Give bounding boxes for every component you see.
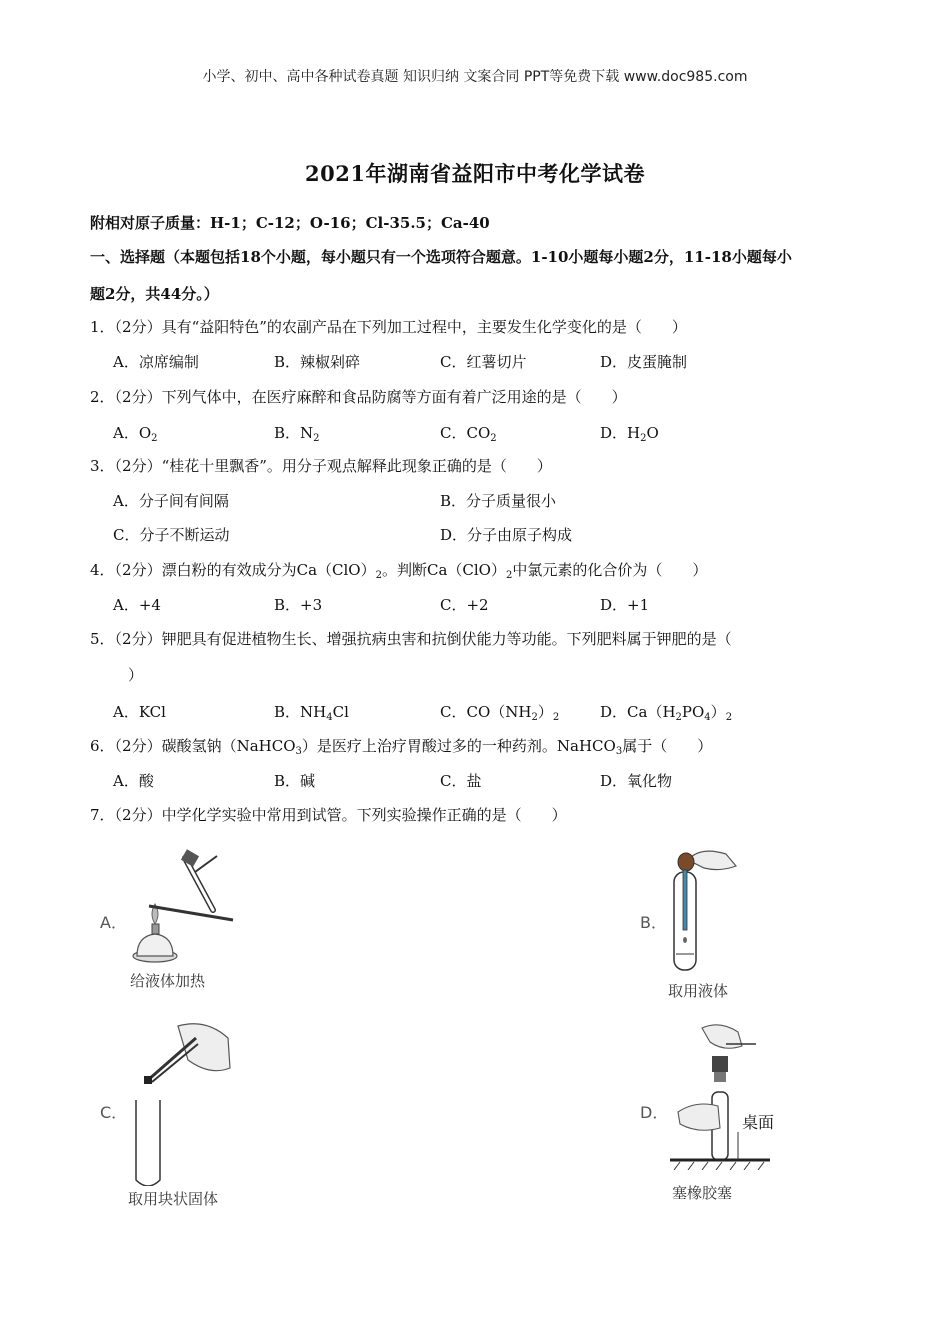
fig-a-caption: 给液体加热: [130, 972, 206, 990]
q1-option-d: D．皮蛋腌制: [600, 353, 688, 371]
fig-c-caption: 取用块状固体: [128, 1190, 219, 1208]
fig-c-tweezers-solid: [126, 1016, 236, 1186]
q5-option-c: C．$CO(NH_2)_2$: [440, 703, 560, 723]
fig-a-letter: A．: [100, 913, 127, 932]
q3-stem: 3．（2分）“桂花十里飘香”。用分子观点解释此现象正确的是（ ）: [90, 457, 552, 475]
q2-stem: 2．（2分）下列气体中，在医疗麻醉和食品防腐等方面有着广泛用途的是（ ）: [90, 388, 627, 406]
fig-b-caption: 取用液体: [668, 982, 729, 1000]
q2-option-d: D．$H_2O$: [600, 424, 659, 444]
q6-option-c: C．盐: [440, 772, 482, 790]
q5-stem: 5．（2分）钾肥具有促进植物生长、增强抗病虫害和抗倒伏能力等功能。下列肥料属于钾肥的是（: [90, 630, 732, 648]
section-heading-line1: 一、选择题（本题包括18个小题，每小题只有一个选项符合题意。1-10小题每小题2分，11-18小题每小: [90, 248, 792, 266]
fig-d-letter: D．: [640, 1103, 669, 1122]
q6-option-a: A．酸: [113, 772, 154, 790]
q1-option-b: B．辣椒剁碎: [274, 353, 361, 371]
q3-option-a: A．分子间有间隔: [113, 492, 229, 510]
q3-option-d: D．分子由原子构成: [440, 526, 573, 544]
q2-option-b: B．$N_2$: [274, 424, 320, 444]
atomic-masses: 附相对原子质量：H-1；C-12；O-16；Cl-35.5；Ca-40: [90, 214, 490, 232]
q3-option-c: C．分子不断运动: [113, 526, 230, 544]
fig-b-dropper-liquid: [660, 842, 740, 974]
q1-option-c: C．红薯切片: [440, 353, 527, 371]
watermark-header: 小学、初中、高中各种试卷真题 知识归纳 文案合同 PPT等免费下载 www.doc985.com: [202, 69, 748, 85]
q4-option-a: A．+4: [113, 596, 161, 614]
fig-b-letter: B．: [640, 913, 667, 932]
q4-option-b: B．+3: [274, 596, 323, 614]
q3-option-b: B．分子质量很小: [440, 492, 557, 510]
q1-option-a: A．凉席编制: [113, 353, 199, 371]
q2-option-c: C．$CO_2$: [440, 424, 497, 444]
fig-d-caption: 塞橡胶塞: [672, 1184, 733, 1202]
q2-option-a: A．$O_2$: [113, 424, 158, 444]
fig-a-heating-liquid: [125, 848, 245, 968]
q1-stem: 1．（2分）具有“益阳特色”的农副产品在下列加工过程中，主要发生化学变化的是（ ）: [90, 318, 687, 336]
q4-option-c: C．+2: [440, 596, 489, 614]
fig-c-letter: C．: [100, 1103, 128, 1122]
q7-stem: 7．（2分）中学化学实验中常用到试管。下列实验操作正确的是（ ）: [90, 806, 567, 824]
q4-option-d: D．+1: [600, 596, 650, 614]
q5-option-d: D．$Ca(H_2PO_4)_2$: [600, 703, 733, 723]
section-heading-line2: 题2分，共44分。）: [90, 285, 219, 303]
fig-d-desk-label: 桌面: [742, 1113, 775, 1132]
q5-option-b: B．$NH_4Cl$: [274, 703, 349, 723]
q6-option-d: D．氧化物: [600, 772, 673, 790]
q4-stem: 4．（2分）漂白粉的有效成分为$Ca(ClO)_2$。判断$Ca(ClO)_2$中氯元素的化合价为（ ）: [90, 561, 708, 581]
q6-stem: 6．（2分）碳酸氢钠（NaHCO$_3$）是医疗上治疗胃酸过多的一种药剂。NaHCO$_3$属于（ ）: [90, 737, 713, 757]
fig-d-stopper-desk: [660, 1020, 775, 1170]
exam-title: 2021年湖南省益阳市中考化学试卷: [305, 161, 645, 186]
q6-option-b: B．碱: [274, 772, 316, 790]
q5-option-a: A．KCl: [113, 703, 166, 721]
q5-stem-cont: ）: [128, 666, 144, 684]
